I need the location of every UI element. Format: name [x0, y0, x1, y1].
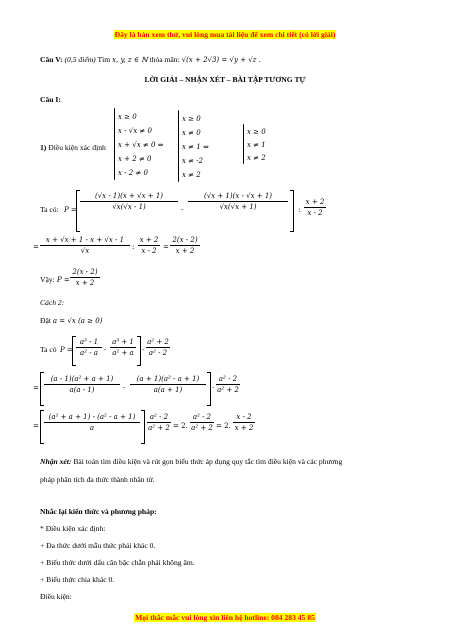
- dot-sign: ·: [142, 346, 145, 354]
- fraction-5: $\frac{x + 2}{x - 2}$: [139, 236, 159, 255]
- fraction-g1: $\frac{\text{a³ - 1}}{\text{a² - a}}$: [76, 338, 102, 357]
- taco-label-1: Ta có:: [40, 205, 59, 214]
- fraction-3: $\frac{x + 2}{x - 2}$: [305, 198, 325, 217]
- vay-label: Vậy:: [40, 275, 55, 284]
- fraction-7: $\frac{2(x - 2)}{x + 2}$: [70, 268, 100, 287]
- P-equals-2: P =: [57, 276, 70, 284]
- cach2-label: Cách 2:: [40, 298, 65, 307]
- part1-line: 1) Điều kiện xác định: [40, 143, 106, 152]
- system-brace-1: [114, 108, 115, 180]
- equals-sign-3: =: [33, 384, 39, 392]
- colon-sign: :: [298, 206, 301, 214]
- right-bracket-1: [290, 190, 294, 232]
- fraction-k3: $\frac{\text{a² - 2}}{\text{a² + 2}}$: [191, 413, 213, 432]
- fraction-h1: $\frac{\text{(a - 1)(a² + a + 1)}}{a(a - 1)}$: [44, 375, 120, 394]
- fraction-k4: $\frac{x - 2}{x + 2}$: [234, 413, 254, 432]
- equals-two-1: = 2.: [173, 422, 188, 430]
- footer-banner: Mọi thắc mắc vui lòng xin liên hệ hotline: 084 283 45 85: [135, 613, 315, 622]
- right-bracket-4: [141, 410, 145, 444]
- question-line: Câu V: (0,5 điểm) Tìm x, y, z ∈ ℕ thỏa mãn: √(x + 2√3) = √y + √z .: [40, 55, 261, 64]
- fraction-1: $\frac{(√x - 1)(x + √x + 1)}{√x(√x - 1)}$: [80, 192, 178, 211]
- fraction-h2: $\frac{\text{(a + 1)(a² - a + 1)}}{a(a + 1)}$: [130, 375, 206, 394]
- P-equals-1: P =: [64, 206, 77, 214]
- system-brace-3: [243, 124, 244, 164]
- condition-system-3: x ≥ 0 x ≠ 1 x ≠ 2: [247, 128, 266, 162]
- remark-line-1: Nhận xét: Bài toán tìm điều kiện và rút gọn biểu thức áp dụng quy tắc tìm điều kiện và các phương: [40, 457, 343, 466]
- condition-system-1: x ≥ 0 x - √x ≠ 0 x + √x ≠ 0 ⇔ x + 2 ≠ 0 x - 2 ≠ 0: [118, 113, 164, 177]
- minus-sign-3: -: [123, 384, 126, 392]
- equals-sign-2: =: [163, 243, 169, 251]
- right-bracket-3: [207, 372, 211, 406]
- equals-sign-4: =: [33, 422, 39, 430]
- recall-item-4: Điều kiện:: [40, 592, 72, 601]
- equals-two-2: = 2.: [216, 422, 231, 430]
- recall-item-1: + Đa thức dưới mẫu thức phải khác 0.: [40, 541, 156, 550]
- fraction-4: $\frac{x + √x + 1 - x + √x - 1}{√x}$: [40, 236, 130, 255]
- fraction-6: $\frac{2(x - 2)}{x + 2}$: [170, 236, 200, 255]
- dat-line: Đặt a = √x (a ≥ 0): [40, 316, 103, 325]
- recall-item-0: * Điều kiện xác định:: [40, 524, 106, 533]
- fraction-k1: $\frac{\text{(a² + a + 1) - (a² - a + 1)}}{a}$: [44, 413, 140, 432]
- recall-title: Nhắc lại kiến thức và phương pháp:: [40, 507, 157, 516]
- minus-sign-2: -: [104, 346, 107, 354]
- cau1-label: Câu I:: [40, 95, 61, 104]
- header-banner: Đây là bản xem thử, vui lòng mua tài liệu để xem chi tiết (có lời giải): [114, 30, 336, 39]
- P-equals-3: P =: [60, 346, 73, 354]
- fraction-k2: $\frac{\text{a² - 2}}{\text{a² + 2}}$: [148, 413, 170, 432]
- fraction-g2: $\frac{\text{a³ + 1}}{\text{a² + a}}$: [110, 338, 136, 357]
- fraction-2: $\frac{(√x + 1)(x - √x + 1)}{√x(√x + 1)}$: [188, 192, 288, 211]
- condition-system-2: x ≥ 0 x ≠ 0 x ≠ 1 ⇔ x ≠ -2 x ≠ 2: [182, 115, 209, 179]
- dot-sign-2: ·: [212, 384, 215, 392]
- taco-label-2: Ta có: [40, 345, 57, 354]
- colon-sign-2: :: [132, 243, 135, 251]
- remark-line-2: pháp phân tích đa thức thành nhân tử.: [40, 475, 155, 484]
- recall-item-2: + Biểu thức dưới dấu căn bậc chẵn phải không âm.: [40, 558, 195, 567]
- fraction-g3: $\frac{\text{a² + 2}}{\text{a² - 2}}$: [147, 338, 169, 357]
- minus-sign: -: [181, 206, 184, 214]
- section-title: LỜI GIẢI – NHẬN XÉT – BÀI TẬP TƯƠNG TỰ: [144, 75, 306, 84]
- equals-sign-1: =: [33, 243, 39, 251]
- fraction-h3: $\frac{\text{a² - 2}}{\text{a² + 2}}$: [217, 375, 239, 394]
- recall-item-3: + Biểu thức chia khác 0.: [40, 575, 115, 584]
- system-brace-2: [178, 110, 179, 182]
- right-bracket-2: [137, 336, 141, 366]
